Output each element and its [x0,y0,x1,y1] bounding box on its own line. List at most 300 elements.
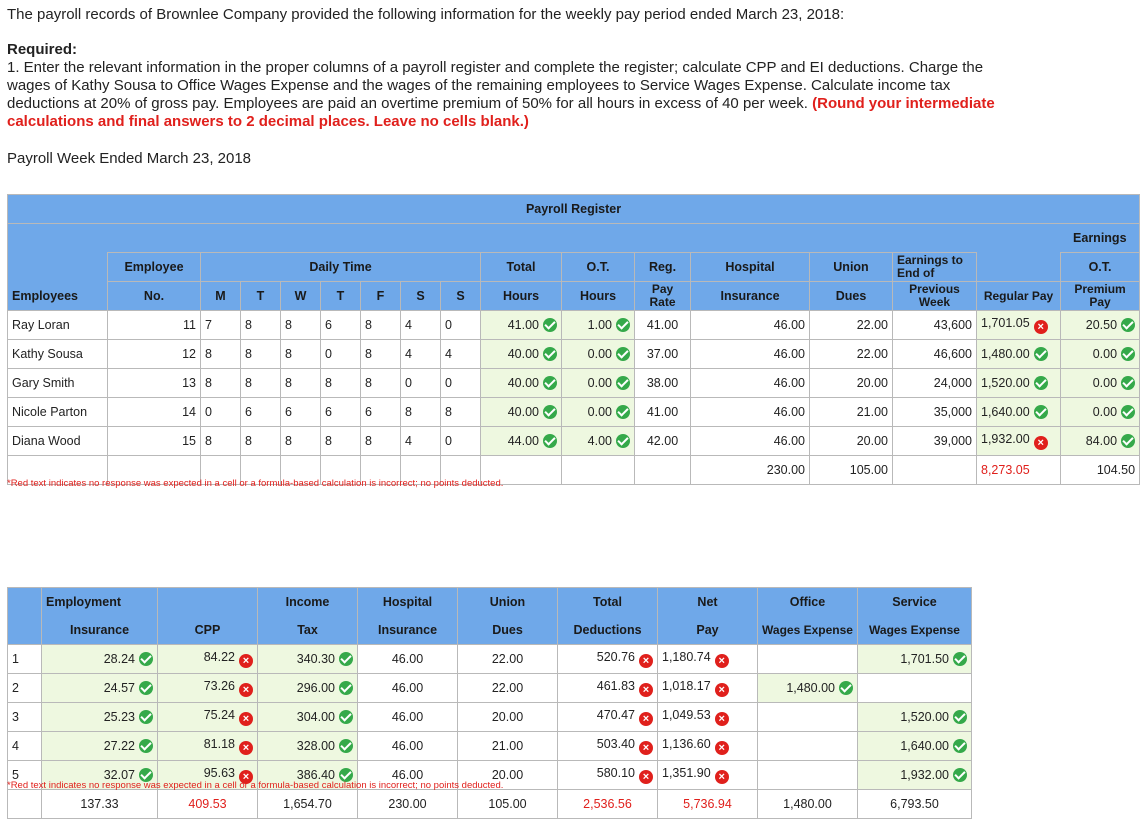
employee-name [8,369,108,398]
service-wages-input-value: 1,640.00 [900,739,949,753]
premium-pay-total-value: 104.50 [1096,463,1136,477]
union-header: Union [810,253,893,282]
premium-pay-input[interactable] [1061,311,1140,340]
x-circle-icon: × [639,712,653,726]
ot-hours-input-value: 0.00 [587,347,612,361]
daily-hours [401,398,441,427]
daily-hours [361,340,401,369]
hospital-total [358,790,458,819]
union-dues-value: 22.00 [491,652,524,666]
daily-hours-value: 8 [245,347,252,361]
service-wages-input[interactable] [858,732,972,761]
tax-header: Tax [258,616,358,645]
x-circle-icon: × [239,683,253,697]
regular-pay-input[interactable] [977,340,1061,369]
regular-pay-input[interactable] [977,369,1061,398]
premium-pay-input[interactable] [1061,398,1140,427]
x-circle-icon: × [715,712,729,726]
premium-pay-input-value: 0.00 [1092,347,1118,361]
union-dues-value: 20.00 [491,710,524,724]
net-pay [658,645,758,674]
income-tax-total-value: 1,654.70 [283,797,332,811]
union-dues [810,311,893,340]
regular-pay-input[interactable] [977,398,1061,427]
row-number-value: 1 [12,652,19,666]
total-hours-input[interactable] [481,311,562,340]
daily-hours [201,340,241,369]
check-circle-icon [953,710,967,724]
employee-no-value: 14 [182,405,196,419]
union-dues-value: 21.00 [491,739,524,753]
employee-name [8,398,108,427]
union-dues-value: 20.00 [856,434,888,448]
daily-hours-value: 8 [245,434,252,448]
ot-hours-input[interactable] [562,427,635,456]
premium-pay-input[interactable] [1061,369,1140,398]
previous-week-earnings [893,398,977,427]
pay-rate-value: 42.00 [646,434,679,448]
pay-rate-value: 37.00 [646,347,679,361]
ded-union-header: Union [458,588,558,617]
previous-week-earnings-value: 39,000 [933,434,972,448]
x-circle-icon: × [639,741,653,755]
previous-week-header: Previous Week [893,282,977,311]
union-dues [458,645,558,674]
daily-hours [361,398,401,427]
daily-hours [441,369,481,398]
service-wages-input-value: 1,701.50 [900,652,949,666]
employee-no [108,311,201,340]
ded-hospital-header: Hospital [358,588,458,617]
net-pay [658,761,758,790]
union-dues [810,398,893,427]
office-wages-expense-header: Wages Expense [758,616,858,645]
hospital-insurance [691,427,810,456]
ot-hours-input-value: 0.00 [587,376,612,390]
table-row [8,703,972,732]
union-dues [458,703,558,732]
table-row [8,311,1140,340]
union-total [458,790,558,819]
cpp-input-value: 84.22 [203,650,235,664]
check-circle-icon [839,681,853,695]
employee-name [8,340,108,369]
hospital-insurance-value: 46.00 [773,318,805,332]
ei-input-value: 25.23 [103,710,135,724]
daily-hours-value: 8 [245,318,252,332]
previous-week-earnings [893,369,977,398]
total-hours-input[interactable] [481,398,562,427]
hospital-insurance [691,398,810,427]
employee-no [108,427,201,456]
daily-hours-value: 7 [205,318,212,332]
daily-hours-value: 8 [285,318,292,332]
cpp-input[interactable] [158,674,258,703]
net-pay [658,732,758,761]
total-deductions [558,732,658,761]
check-circle-icon [1121,318,1135,332]
cpp-total-value: 409.53 [188,797,227,811]
daily-hours [321,311,361,340]
daily-hours [361,311,401,340]
service-wages-input[interactable] [858,761,972,790]
daily-hours [441,398,481,427]
row-number-value: 3 [12,710,19,724]
daily-hours [281,398,321,427]
union-dues [810,369,893,398]
union-dues-header: Dues [810,282,893,311]
previous-week-earnings-value: 24,000 [933,376,972,390]
daily-hours [201,311,241,340]
total-deductions-value: 461.83 [596,679,635,693]
ei-total-value: 137.33 [80,797,119,811]
total-deductions-value: 470.47 [596,708,635,722]
x-circle-icon: × [239,654,253,668]
row-number-value: 4 [12,739,19,753]
pay-rate [635,369,691,398]
cpp-input[interactable] [158,732,258,761]
pay-rate-value: 38.00 [646,376,679,390]
ot-hours-input-value: 0.00 [587,405,612,419]
daily-hours-value: 8 [365,318,372,332]
check-circle-icon [543,376,557,390]
service-wages-input-value: 1,932.00 [900,768,949,782]
previous-week-earnings [893,311,977,340]
check-circle-icon [543,405,557,419]
office-wages-input[interactable] [758,761,858,790]
hospital-insurance-value: 46.00 [391,710,424,724]
daily-hours-value: 0 [445,318,452,332]
employee-name-value: Nicole Parton [12,405,88,419]
daily-hours-value: 0 [405,376,412,390]
service-wages-input[interactable] [858,674,972,703]
check-circle-icon [953,652,967,666]
intro-text: The payroll records of Brownlee Company provided the following information for the weekly pay period ended March 23, 2018: [7,6,845,23]
day-th-header: T [321,282,361,311]
daily-hours [401,311,441,340]
employment-header: Employment [42,588,158,617]
daily-hours [241,340,281,369]
service-header: Service [858,588,972,617]
x-circle-icon: × [639,770,653,784]
day-sa-header: S [401,282,441,311]
previous-week-earnings-value: 43,600 [933,318,972,332]
hospital-insurance [691,311,810,340]
hospital-insurance-value: 46.00 [391,739,424,753]
service-wages-total [858,790,972,819]
daily-hours-value: 0 [445,376,452,390]
rounding-instruction: (Round your intermediate calculations and final answers to 2 decimal places. Leave no cells blank.) [7,95,995,130]
daily-hours [241,311,281,340]
office-wages-input-value: 1,480.00 [786,681,835,695]
employee-name-value: Diana Wood [12,434,81,448]
net-pay-value: 1,180.74 [662,650,711,664]
daily-hours-value: 4 [405,318,412,332]
union-dues [458,732,558,761]
x-circle-icon: × [715,770,729,784]
daily-hours [441,340,481,369]
table-row [8,732,972,761]
ot-hours-input[interactable] [562,340,635,369]
daily-hours-value: 8 [285,434,292,448]
total-deductions [558,703,658,732]
pay-rate [635,311,691,340]
union-total [810,456,893,485]
daily-hours-value: 8 [205,434,212,448]
net-pay-value: 1,136.60 [662,737,711,751]
net-pay-value: 1,351.90 [662,766,711,780]
office-header: Office [758,588,858,617]
regular-pay-input[interactable] [977,427,1061,456]
daily-hours [201,427,241,456]
daily-hours-value: 0 [445,434,452,448]
employee-no [108,340,201,369]
daily-hours [361,427,401,456]
register-title: Payroll Register [8,195,1140,224]
daily-hours-value: 8 [245,376,252,390]
previous-week-earnings-value: 46,600 [933,347,972,361]
total-deductions-value: 580.10 [596,766,635,780]
service-wages-total-value: 6,793.50 [890,797,939,811]
required-instructions [7,59,1007,131]
check-circle-icon [616,434,630,448]
total-hours-input-value: 40.00 [507,405,539,419]
ot-earnings-header: O.T. [1061,253,1140,282]
hospital-insurance-value: 46.00 [773,434,805,448]
employee-header: Employee [108,253,201,282]
pay-rate-value: 41.00 [646,405,679,419]
daily-hours-value: 8 [205,347,212,361]
income-tax-input[interactable] [258,732,358,761]
ot-hours-input-value: 4.00 [587,434,612,448]
check-circle-icon [1034,405,1048,419]
regular-pay-input-value: 1,640.00 [981,405,1030,419]
daily-hours [401,369,441,398]
office-wages-total-value: 1,480.00 [783,797,832,811]
income-tax-input[interactable] [258,674,358,703]
total-hours-input-value: 44.00 [507,434,539,448]
union-dues-value: 20.00 [491,768,524,782]
day-f-header: F [361,282,401,311]
daily-hours-value: 6 [325,318,332,332]
office-wages-input[interactable] [758,732,858,761]
ei-input-value: 32.07 [103,768,135,782]
totals-row [8,790,972,819]
office-wages-input[interactable] [758,674,858,703]
office-wages-input[interactable] [758,703,858,732]
total-hours-input[interactable] [481,369,562,398]
previous-week-earnings [893,340,977,369]
daily-hours [241,398,281,427]
net-pay-value: 1,018.17 [662,679,711,693]
check-circle-icon [139,681,153,695]
table-row [8,398,1140,427]
total-hours-header: Hours [481,282,562,311]
x-circle-icon: × [239,712,253,726]
earnings-header: Earnings [1061,224,1140,253]
hospital-insurance-value: 46.00 [391,768,424,782]
day-m-header: M [201,282,241,311]
ot-header: O.T. [562,253,635,282]
x-circle-icon: × [239,770,253,784]
income-header: Income [258,588,358,617]
row-number [8,732,42,761]
ei-input[interactable] [42,732,158,761]
x-circle-icon: × [1034,320,1048,334]
cpp-total [158,790,258,819]
daily-hours-value: 8 [205,376,212,390]
deductions-header: Deductions [558,616,658,645]
cpp-input-value: 95.63 [203,766,235,780]
x-circle-icon: × [639,654,653,668]
daily-hours-value: 8 [405,405,412,419]
ot-hours-input[interactable] [562,369,635,398]
employee-no-header: No. [108,282,201,311]
hospital-insurance [358,732,458,761]
ded-total-header: Total [558,588,658,617]
regular-pay-input[interactable] [977,311,1061,340]
daily-hours [241,427,281,456]
ot-hours-input[interactable] [562,311,635,340]
x-circle-icon: × [639,683,653,697]
x-circle-icon: × [715,741,729,755]
ot-hours-input[interactable] [562,398,635,427]
union-dues-value: 21.00 [856,405,888,419]
deductions-total-value: 2,536.56 [583,797,632,811]
income-tax-input-value: 328.00 [296,739,335,753]
service-wages-input[interactable] [858,645,972,674]
cpp-input[interactable] [158,703,258,732]
ei-input-value: 28.24 [103,652,135,666]
income-tax-input[interactable] [258,645,358,674]
union-dues-value: 22.00 [856,347,888,361]
cpp-header: CPP [158,616,258,645]
week-label: Payroll Week Ended March 23, 2018 [7,150,252,167]
row-number [8,645,42,674]
ei-input[interactable] [42,645,158,674]
regular-pay-input-value: 1,932.00 [981,432,1030,446]
hospital-insurance-value: 46.00 [773,405,805,419]
daily-hours-value: 8 [325,434,332,448]
row-number [8,674,42,703]
daily-hours [441,427,481,456]
ei-input[interactable] [42,674,158,703]
income-tax-input-value: 386.40 [296,768,335,782]
hospital-insurance-header: Insurance [691,282,810,311]
ded-union-dues-header: Dues [458,616,558,645]
daily-hours-value: 0 [325,347,332,361]
daily-hours-value: 4 [445,347,452,361]
hospital-header: Hospital [691,253,810,282]
empty-cell [8,790,42,819]
hospital-total-value: 230.00 [388,797,427,811]
check-circle-icon [616,318,630,332]
regular-pay-total-value: 8,273.05 [981,463,1030,477]
check-circle-icon [953,768,967,782]
daily-hours [241,369,281,398]
premium-pay-input-value: 0.00 [1092,376,1118,390]
hospital-insurance-value: 46.00 [391,681,424,695]
check-circle-icon [616,405,630,419]
day-w-header: W [281,282,321,311]
pay-rate [635,398,691,427]
premium-pay-input-value: 0.00 [1092,405,1118,419]
office-wages-input[interactable] [758,645,858,674]
x-circle-icon: × [1034,436,1048,450]
income-tax-input-value: 340.30 [296,652,335,666]
check-circle-icon [1121,347,1135,361]
cpp-input[interactable] [158,645,258,674]
check-circle-icon [1121,434,1135,448]
ei-input[interactable] [42,703,158,732]
premium-pay-input[interactable] [1061,427,1140,456]
ei-insurance-header: Insurance [42,616,158,645]
premium-pay-input-value: 20.50 [1085,318,1118,332]
day-su-header: S [441,282,481,311]
daily-hours [401,427,441,456]
regular-pay-input-value: 1,701.05 [981,316,1030,330]
pay-rate-value: 41.00 [646,318,679,332]
check-circle-icon [1034,347,1048,361]
total-hours-input[interactable] [481,340,562,369]
register-note: *Red text indicates no response was expected in a cell or a formula-based calculation is incorrect; no points deducted. [7,478,504,489]
daily-hours [441,311,481,340]
premium-pay-input[interactable] [1061,340,1140,369]
union-dues-value: 22.00 [856,318,888,332]
income-tax-input-value: 304.00 [296,710,335,724]
premium-pay-total [1061,456,1140,485]
income-tax-input[interactable] [258,703,358,732]
check-circle-icon [543,434,557,448]
daily-hours-value: 8 [285,376,292,390]
check-circle-icon [1121,376,1135,390]
net-pay-total-value: 5,736.94 [683,797,732,811]
daily-hours-value: 8 [445,405,452,419]
regular-pay-header: Regular Pay [977,282,1061,311]
employee-no-value: 13 [182,376,196,390]
ot-hours-header: Hours [562,282,635,311]
daily-hours [321,398,361,427]
total-hours-input[interactable] [481,427,562,456]
total-deductions-value: 503.40 [596,737,635,751]
daily-hours [281,340,321,369]
hospital-insurance [691,369,810,398]
check-circle-icon [139,652,153,666]
regular-pay-input-value: 1,520.00 [981,376,1030,390]
service-wages-input[interactable] [858,703,972,732]
deductions-note: *Red text indicates no response was expected in a cell or a formula-based calculation is incorrect; no points deducted. [7,780,504,791]
hospital-insurance-value: 46.00 [391,652,424,666]
net-header: Net [658,588,758,617]
daily-hours-value: 8 [285,347,292,361]
employee-name [8,427,108,456]
daily-hours-value: 4 [405,434,412,448]
employee-name-value: Kathy Sousa [12,347,83,361]
ei-input-value: 27.22 [103,739,135,753]
ot-hours-input-value: 1.00 [587,318,612,332]
net-pay-header: Pay [658,616,758,645]
daily-hours-value: 8 [365,376,372,390]
daily-hours [281,427,321,456]
union-total-value: 105.00 [849,463,888,477]
table-row [8,427,1140,456]
premium-pay-header: Premium Pay [1061,282,1140,311]
required-heading: Required: [7,41,78,58]
employee-name-value: Ray Loran [12,318,70,332]
daily-hours [321,369,361,398]
daily-hours-value: 6 [245,405,252,419]
hospital-insurance [358,703,458,732]
